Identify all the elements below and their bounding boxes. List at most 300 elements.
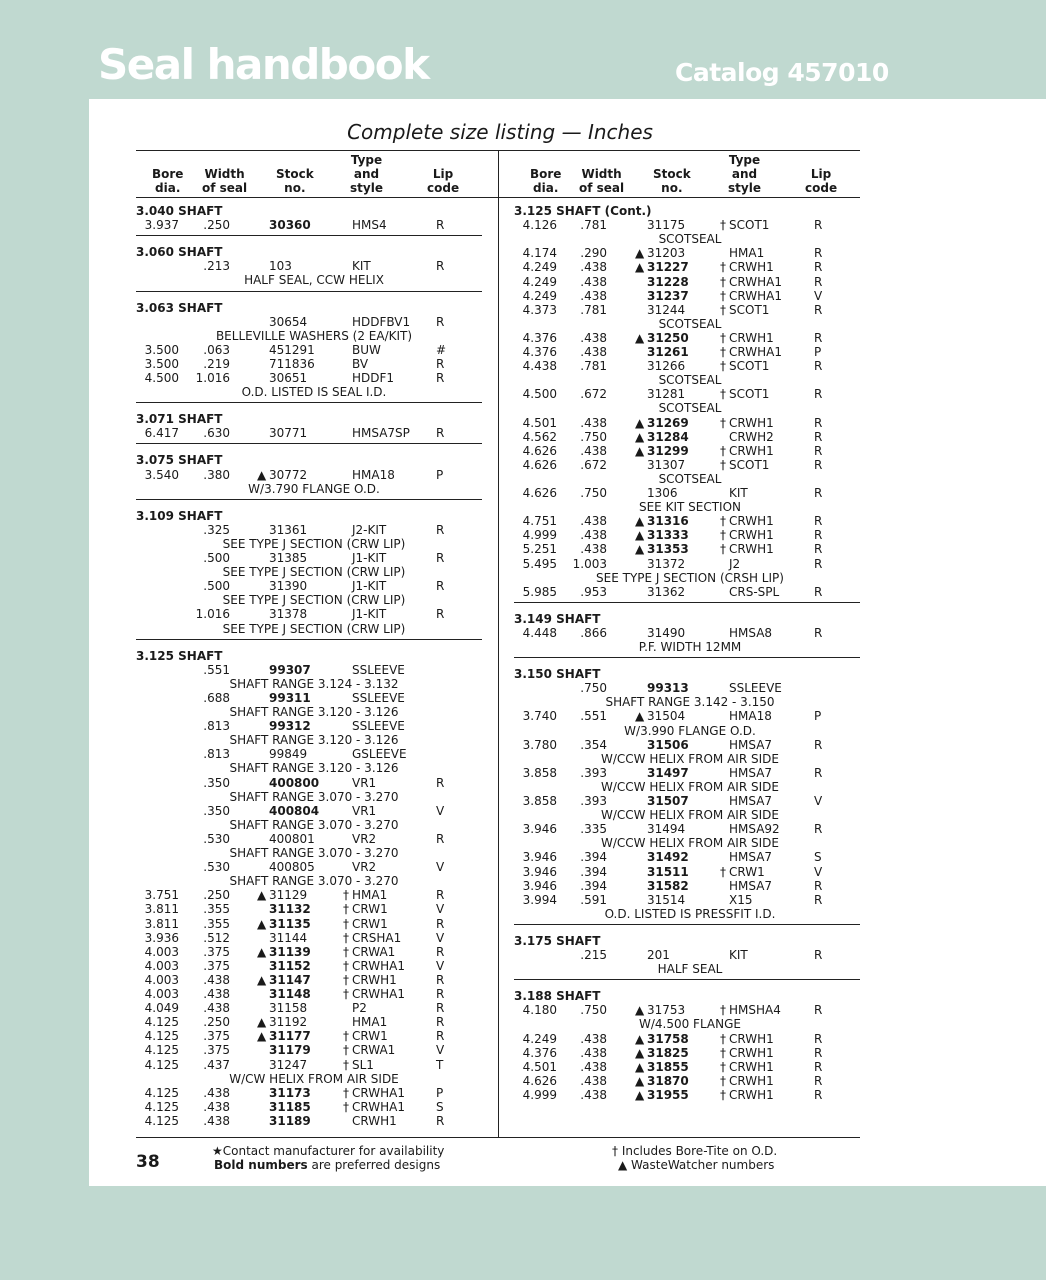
type-style: HMA18 [729,709,772,724]
type-style: HMSA92 [729,822,780,837]
seal-width: .438 [580,1059,607,1074]
stock-number: 31362 [647,584,686,599]
row-note: SEE TYPE J SECTION (CRSH LIP) [596,570,784,585]
stock-number: 31870 [647,1073,689,1088]
stock-number: 31269 [647,415,689,430]
type-style: CRWH2 [729,429,774,444]
seal-width: .438 [203,1001,230,1016]
wastewatcher-icon: ▲ [635,542,645,557]
bore-dia: 4.626 [522,443,557,458]
lip-code: V [436,803,445,818]
stock-number: 30360 [269,218,311,233]
row-note: SEE TYPE J SECTION (CRW LIP) [222,536,406,551]
stock-number: 99312 [269,719,311,734]
row-note: SHAFT RANGE 3.070 - 3.270 [229,874,399,889]
row-note: SEE TYPE J SECTION (CRW LIP) [222,621,406,636]
stock-number: 31855 [647,1059,689,1074]
type-style: CRWH1 [729,1031,774,1046]
bore-tite-icon: † [720,415,726,430]
seal-width: .781 [580,359,607,374]
row-note: SEE TYPE J SECTION (CRW LIP) [222,565,406,580]
bore-dia: 3.811 [144,902,179,917]
bore-dia: 5.495 [522,556,557,571]
seal-width: .500 [203,551,230,565]
bore-dia: 4.562 [522,429,557,444]
col-lip-line2-right: code [805,181,838,195]
dagger-legend: † Includes Bore-Tite on O.D. [612,1144,778,1158]
bore-dia: 5.985 [522,584,557,599]
row-note: W/CCW HELIX FROM AIR SIDE [601,751,779,766]
lip-code: # [436,342,447,357]
seal-width: .813 [203,719,230,734]
bore-dia: 4.376 [522,345,557,359]
seal-width: .250 [203,218,230,233]
stock-number: 31390 [269,579,308,594]
stock-number: 99311 [269,690,311,705]
bore-dia: 4.373 [522,302,557,317]
stock-number: 30654 [269,314,308,329]
type-style: CRWHA1 [729,288,782,303]
type-style: CRW1 [352,916,388,931]
lip-code: R [436,987,445,1001]
wastewatcher-icon: ▲ [257,888,267,903]
lip-code: P [436,1085,444,1100]
seal-width: .630 [203,426,230,441]
row-note: SHAFT RANGE 3.120 - 3.126 [229,733,399,748]
lip-code: R [814,457,823,472]
stock-number: 99313 [647,681,689,696]
type-style: GSLEEVE [352,747,407,762]
stock-number: 99307 [269,662,311,677]
wastewatcher-icon: ▲ [635,260,645,275]
seal-width: .781 [580,302,607,317]
bold-legend-strong: Bold numbers [214,1158,308,1172]
stock-number: 400804 [269,803,320,818]
row-note: W/4.500 FLANGE [638,1017,741,1032]
section-divider [514,602,860,603]
lip-code: R [814,1003,823,1018]
wastewatcher-icon: ▲ [635,415,645,430]
row-note: HALF SEAL [657,962,723,977]
row-note: SHAFT RANGE 3.070 - 3.270 [229,817,399,832]
row-note: SCOTSEAL [658,232,722,247]
stock-number: 400805 [269,860,315,875]
stock-number: 31299 [647,443,689,458]
stock-number: 30771 [269,426,308,441]
col-width-line2: of seal [202,181,248,195]
row-note: O.D. LISTED IS SEAL I.D. [241,385,387,400]
bore-dia: 4.125 [144,1113,179,1128]
type-style: CRWHA1 [729,345,782,359]
seal-width: .350 [203,803,230,818]
seal-width: .438 [580,514,607,529]
seal-width: .380 [203,467,230,482]
seal-width: .438 [580,443,607,458]
wastewatcher-icon: ▲ [257,1015,267,1030]
col-lip-header [427,167,459,195]
bore-tite-icon: † [720,1031,726,1046]
seal-width: .335 [580,822,607,837]
type-style: CRWA1 [352,1043,396,1058]
shaft-group-title: 3.149 SHAFT [514,611,601,626]
type-style: CRWHA1 [729,274,782,289]
section-divider [136,639,482,640]
lip-code: R [436,944,445,959]
seal-width: .063 [203,342,230,357]
shaft-group-title: 3.175 SHAFT [514,933,601,948]
row-note: SHAFT RANGE 3.142 - 3.150 [605,695,775,710]
seal-width: .394 [580,878,607,893]
stock-number: 31361 [269,522,308,537]
stock-number: 31492 [647,850,689,865]
lip-code: R [814,246,823,261]
bore-tite-icon: † [343,888,349,903]
handbook-title: Seal handbook [98,40,429,89]
type-style: HMA1 [729,246,765,261]
seal-width: 1.016 [195,371,230,385]
type-style: KIT [729,486,748,500]
type-style: CRWH1 [729,330,774,345]
type-style: CRW1 [352,902,388,917]
bore-dia: 3.858 [522,765,557,780]
seal-width: .750 [580,486,607,500]
col-type-line3: style [350,181,383,195]
bore-dia: 4.626 [522,486,557,500]
lip-code: R [436,972,445,987]
lip-code: R [436,426,445,441]
seal-width: .438 [580,1045,607,1060]
bore-tite-icon: † [343,930,349,945]
type-style: CRW1 [352,1029,388,1044]
seal-width: .551 [203,662,230,677]
seal-width: .500 [203,579,230,594]
bore-dia: 4.125 [144,1085,179,1100]
bore-dia: 4.049 [144,1001,179,1016]
type-style: SL1 [352,1057,374,1072]
stock-number: 31385 [269,551,308,565]
row-note: SHAFT RANGE 3.070 - 3.270 [229,846,399,860]
wastewatcher-icon: ▲ [635,528,645,543]
type-style: SSLEEVE [352,719,405,734]
shaft-group-title: 3.060 SHAFT [136,245,223,260]
seal-width: .750 [580,429,607,444]
bore-tite-icon: † [720,1003,726,1018]
lip-code: R [814,1045,823,1060]
bore-dia: 4.174 [522,246,557,261]
bore-tite-icon: † [720,330,726,345]
type-style: BV [352,356,369,371]
availability-note: ★Contact manufacturer for availability [212,1144,445,1158]
lip-code: R [436,1015,445,1030]
col-lip-line2: code [427,181,460,195]
bottom-rule [136,1137,860,1138]
bore-dia: 4.501 [522,415,557,430]
stock-number: 31316 [647,514,689,529]
seal-width: .866 [580,625,607,640]
row-note: SHAFT RANGE 3.124 - 3.132 [229,676,399,691]
lip-code: R [814,443,823,458]
bore-tite-icon: † [343,1043,349,1058]
wastewatcher-icon: ▲ [257,1029,267,1044]
page-number: 38 [136,1152,160,1172]
col-type-header [350,153,383,195]
seal-width: .438 [580,330,607,345]
col-type-line1-right: Type [728,153,761,167]
bore-dia: 3.540 [144,467,179,482]
section-divider [136,443,482,444]
type-style: J1-KIT [352,607,387,622]
seal-width: .325 [203,522,230,537]
lip-code: R [436,314,445,329]
type-style: CRWHA1 [352,1099,405,1114]
seal-width: .354 [580,737,607,752]
stock-number: 31132 [269,902,311,917]
stock-number: 31139 [269,944,311,959]
row-note: SHAFT RANGE 3.120 - 3.126 [229,761,399,776]
row-note: W/CCW HELIX FROM AIR SIDE [601,836,779,851]
type-style: X15 [729,892,753,907]
lip-code: R [814,556,823,571]
lip-code: R [436,1113,445,1128]
stock-number: 31247 [269,1057,308,1072]
lip-code: R [436,1001,445,1016]
lip-code: R [814,948,823,962]
lip-code: V [436,930,445,945]
seal-width: .355 [203,916,230,931]
type-style: CRWA1 [352,944,396,959]
row-note: SCOTSEAL [658,373,722,388]
seal-width: .438 [203,1113,230,1128]
type-style: HMSHA4 [729,1003,781,1018]
row-note: W/CCW HELIX FROM AIR SIDE [601,808,779,823]
type-style: SCOT1 [729,218,770,233]
lip-code: P [814,709,822,724]
stock-number: 31494 [647,822,686,837]
col-width-header [202,167,247,195]
section-divider [514,657,860,658]
bore-tite-icon: † [720,288,726,303]
wastewatcher-icon: ▲ [635,1059,645,1074]
seal-width: .350 [203,775,230,790]
lip-code: R [436,551,445,565]
bore-dia: 3.946 [522,864,557,879]
stock-number: 31144 [269,930,308,945]
stock-number: 31129 [269,888,308,903]
type-style: HMA1 [352,1015,388,1030]
stock-number: 31158 [269,1001,308,1016]
bore-dia: 3.751 [144,888,179,903]
bore-dia: 4.180 [522,1003,557,1018]
stock-number: 31173 [269,1085,311,1100]
stock-number: 711836 [269,356,315,371]
bore-dia: 4.003 [144,987,179,1001]
stock-number: 31490 [647,625,686,640]
seal-width: .437 [203,1057,230,1072]
lip-code: R [436,579,445,594]
col-lip-line1-right: Lip [810,167,832,181]
type-style: HMSA7 [729,850,773,865]
bore-dia: 4.125 [144,1057,179,1072]
stock-number: 31307 [647,457,686,472]
bore-dia: 4.249 [522,260,557,275]
seal-width: .219 [203,356,230,371]
row-note: HALF SEAL, CCW HELIX [244,273,384,288]
bore-tite-icon: † [343,1085,349,1100]
col-stock-line1: Stock [276,167,314,181]
col-bore-header-right [530,167,561,195]
seal-width: .215 [580,948,607,962]
col-width-line2-right: of seal [579,181,625,195]
stock-number: 30651 [269,371,308,385]
lip-code: R [436,356,445,371]
col-bore-line1-right: Bore [530,167,562,181]
bore-dia: 4.751 [522,514,557,529]
bore-dia: 3.937 [144,218,179,233]
type-style: P2 [352,1001,367,1016]
wastewatcher-icon: ▲ [635,1087,645,1102]
bore-tite-icon: † [343,987,349,1001]
bore-tite-icon: † [343,972,349,987]
stock-number: 31504 [647,709,686,724]
bore-dia: 4.500 [522,387,557,402]
bore-tite-icon: † [720,514,726,529]
seal-width: .813 [203,747,230,762]
lip-code: R [814,765,823,780]
bore-dia: 3.500 [144,356,179,371]
stock-number: 31227 [647,260,689,275]
lip-code: V [436,902,445,917]
type-style: HMA18 [352,467,395,482]
bore-dia: 3.946 [522,878,557,893]
col-stock-line2-right: no. [661,181,683,195]
section-divider [136,402,482,403]
type-style: VR2 [352,860,377,875]
type-style: KIT [729,948,748,962]
shaft-group-title: 3.109 SHAFT [136,508,223,523]
type-style: CRWH1 [729,443,774,458]
stock-number: 31497 [647,765,689,780]
bore-tite-icon: † [343,1099,349,1114]
bore-tite-icon: † [720,864,726,879]
seal-width: .250 [203,1015,230,1030]
section-divider [136,291,482,292]
shaft-group-title: 3.063 SHAFT [136,300,223,315]
row-note: SCOTSEAL [658,316,722,331]
wastewatcher-icon: ▲ [635,1031,645,1046]
stock-number: 31333 [647,528,689,543]
type-style: SSLEEVE [352,690,405,705]
type-style: SCOT1 [729,457,770,472]
shaft-group-title: 3.075 SHAFT [136,453,223,468]
col-bore-line2-right: dia. [533,181,559,195]
seal-width: .438 [203,1099,230,1114]
row-note: P.F. WIDTH 12MM [638,640,742,654]
seal-width: .672 [580,387,607,402]
wastewatcher-icon: ▲ [257,972,267,987]
shaft-group-title: 3.150 SHAFT [514,667,601,682]
row-note: W/3.790 FLANGE O.D. [248,481,380,496]
seal-width: .672 [580,457,607,472]
section-divider [514,924,860,925]
seal-width: .688 [203,690,230,705]
seal-width: 1.016 [195,607,230,622]
type-style: HMSA7 [729,794,773,808]
type-style: J1-KIT [352,551,387,565]
bore-dia: 3.500 [144,342,179,357]
lip-code: R [436,259,445,274]
wastewatcher-icon: ▲ [635,709,645,724]
stock-number: 31514 [647,892,686,907]
type-style: CRWHA1 [352,958,405,973]
lip-code: R [436,522,445,537]
lip-code: R [814,584,823,599]
seal-width: .953 [580,584,607,599]
seal-width: .438 [580,528,607,543]
bore-tite-icon: † [720,218,726,233]
stock-number: 31177 [269,1029,311,1044]
stock-number: 31353 [647,542,689,557]
lip-code: R [814,1031,823,1046]
bore-dia: 4.376 [522,1045,557,1060]
wastewatcher-icon: ▲ [257,944,267,959]
stock-number: 31372 [647,556,686,571]
type-style: HMSA7 [729,878,773,893]
col-bore-line1: Bore [152,167,184,181]
bore-tite-icon: † [720,1045,726,1060]
bore-tite-icon: † [720,1087,726,1102]
stock-number: 31244 [647,302,686,317]
lip-code: S [814,850,822,865]
type-style: SCOT1 [729,387,770,402]
lip-code: P [814,345,822,359]
bore-dia: 3.858 [522,794,557,808]
stock-number: 31825 [647,1045,689,1060]
lip-code: R [814,878,823,893]
bore-dia: 4.438 [522,359,557,374]
bore-dia: 4.500 [144,371,179,385]
row-note: BELLEVILLE WASHERS (2 EA/KIT) [215,328,413,343]
type-style: CRWH1 [729,415,774,430]
triangle-legend: ▲ WasteWatcher numbers [618,1158,775,1172]
bore-tite-icon: † [720,528,726,543]
type-style: CRWH1 [729,1087,774,1102]
col-stock-header-right [653,167,691,195]
seal-width: .438 [203,1085,230,1100]
bore-tite-icon: † [720,457,726,472]
bore-dia: 4.125 [144,1099,179,1114]
seal-width: .393 [580,794,607,808]
bore-dia: 4.999 [522,528,557,543]
lip-code: R [814,330,823,345]
lip-code: R [814,486,823,500]
lip-code: V [814,288,823,303]
seal-width: .375 [203,1043,230,1058]
bore-tite-icon: † [720,542,726,557]
stock-number: 31152 [269,958,311,973]
bore-dia: 6.417 [144,426,179,441]
catalog-number: Catalog 457010 [675,58,889,87]
lip-code: R [436,916,445,931]
col-width-line1: Width [204,167,245,181]
type-style: BUW [352,342,381,357]
shaft-group-title: 3.188 SHAFT [514,989,601,1004]
wastewatcher-icon: ▲ [635,514,645,529]
lip-code: R [814,528,823,543]
col-stock-line1-right: Stock [653,167,691,181]
stock-number: 31228 [647,274,689,289]
lip-code: R [814,302,823,317]
col-lip-line1: Lip [432,167,454,181]
